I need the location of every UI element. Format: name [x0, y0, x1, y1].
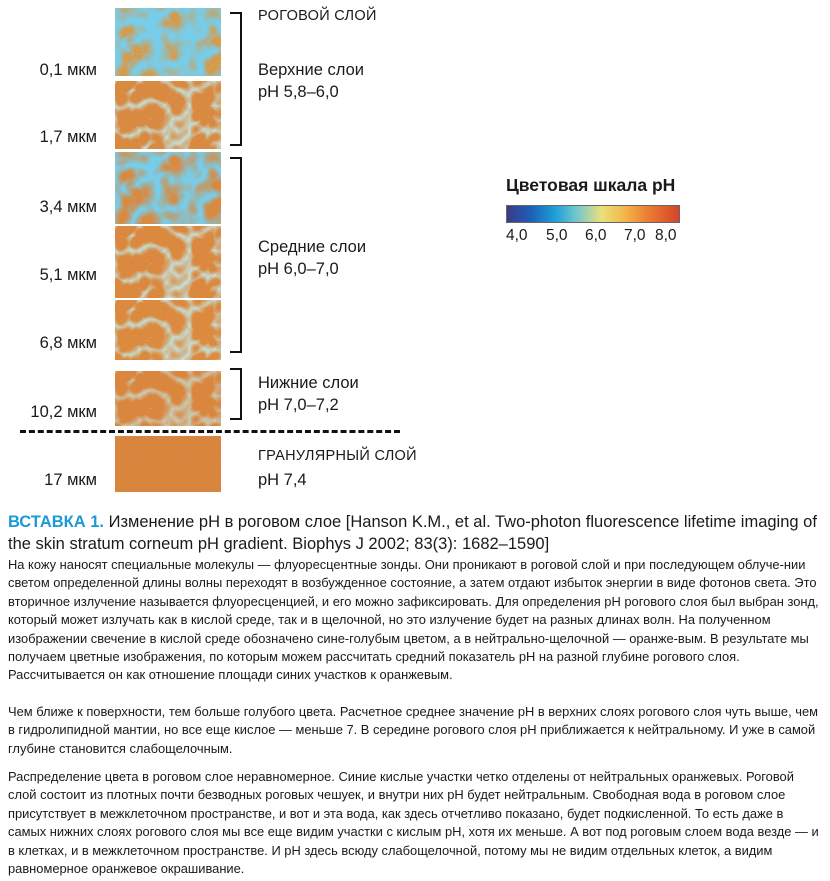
- depth-label-1-7: 1,7 мкм: [39, 128, 97, 146]
- paragraph-color-distribution: Распределение цвета в роговом слое неравномерное. Синие кислые участки четко отделены от нейтральных оранжевых. Роговой слой состоит из плотных почти безводных роговых чешуек, и внутри них pH будет нейтральным. Свободная вода в роговом слое присутствует в межклеточном пространстве, и вот и эта вода, как здесь отчетливо показано, будет подкисленной. То есть даже в самых нижних слоях рогового слоя мы все еще видим участки с кислым pH, хотя их меньше. А вот под роговым слоем вода везде — и в клетках, и в межклеточном пространстве. И pH здесь всюду слабощелочной, потому мы не видим отдельных клеток, а видим равномерное оранжевое окрашивание.: [8, 769, 819, 877]
- micrograph-5-1-um: [115, 226, 221, 298]
- figure-caption: [8, 512, 822, 555]
- paragraph-surface-ph: Чем ближе к поверхности, тем больше голубого цвета. Расчетное среднее значение pH в верхних слоях рогового слоя чуть выше, чем в гидролипидной мантии, но все еще кислое — меньше 7. В середине рогового слоя pH приближается к нейтральному. И уже в самой глубине становится слабощелочным.: [8, 704, 818, 756]
- depth-label-17: 17 мкм: [44, 471, 97, 489]
- lower-layers-name: Нижние слои: [258, 374, 359, 392]
- depth-label-10-2: 10,2 мкм: [30, 403, 97, 421]
- micrograph-6-8-um: [115, 300, 221, 360]
- stratum-corneum-label: РОГОВОЙ СЛОЙ: [258, 8, 377, 24]
- granular-layer-label: ГРАНУЛЯРНЫЙ СЛОЙ: [258, 448, 417, 464]
- bracket-middle-layers: [230, 157, 242, 353]
- upper-layers-ph: pH 5,8–6,0: [258, 83, 339, 101]
- depth-label-6-8: 6,8 мкм: [39, 334, 97, 352]
- caption-label: ВСТАВКА 1.: [8, 513, 104, 531]
- ph-scale-tick: 7,0: [624, 227, 646, 244]
- ph-scale-tick: 8,0: [655, 227, 677, 244]
- micrograph-17-um: [115, 436, 221, 492]
- middle-layers-ph: pH 6,0–7,0: [258, 260, 339, 278]
- middle-layers-name: Средние слои: [258, 238, 367, 256]
- paragraph-fluorescent-probes: На кожу наносят специальные молекулы — флуоресцентные зонды. Они проникают в роговой слой и при последующем облуче-нии светом определенной длины волны переходят в возбужденное состояние, а затем отдают избыток энергии в виде фотонов света. Это вторичное излучение называется флуоресценцией, и его можно зафиксировать. Для определения pH рогового слоя был выбран зонд, который может излучать как в кислой среде, так и в щелочной, но это излучение будет на разных длинах волн. На полученном изображении свечение в кислой среде обозначено сине-голубым цветом, а в нейтрально-щелочной — оранже-вым. В результате мы получаем цветные изображения, по которым можем рассчитать средний показатель pH на разной глубине рогового слоя. Рассчитывается он как отношение площади синих участков к оранжевым.: [8, 557, 819, 683]
- micrograph-3-4-um: [115, 152, 221, 224]
- depth-label-0-1: 0,1 мкм: [39, 61, 97, 79]
- micrograph-0-1-um: [115, 8, 221, 76]
- depth-label-5-1: 5,1 мкм: [39, 266, 97, 284]
- bracket-upper-layers: [230, 12, 242, 146]
- ph-scale-tick: 4,0: [506, 227, 528, 244]
- depth-label-3-4: 3,4 мкм: [39, 198, 97, 216]
- ph-scale-tick: 5,0: [546, 227, 568, 244]
- upper-layers-name: Верхние слои: [258, 61, 364, 79]
- bracket-lower-layers: [230, 368, 242, 420]
- ph-scale-tick: 6,0: [585, 227, 607, 244]
- ph-scale-gradient-bar: [506, 205, 680, 223]
- lower-layers-ph: pH 7,0–7,2: [258, 396, 339, 414]
- granular-boundary-divider: [20, 430, 400, 433]
- micrograph-10-2-um: [115, 371, 221, 426]
- micrograph-1-7-um: [115, 81, 221, 149]
- caption-text: Изменение pH в роговом слое [Hanson K.M., et al. Two-photon fluorescence lifetime imaging of the skin stratum corneum pH gradient. Biophys J 2002; 83(3): 1682–1590]: [8, 513, 817, 553]
- granular-layer-ph: pH 7,4: [258, 471, 307, 489]
- ph-scale-title: Цветовая шкала pH: [506, 175, 676, 195]
